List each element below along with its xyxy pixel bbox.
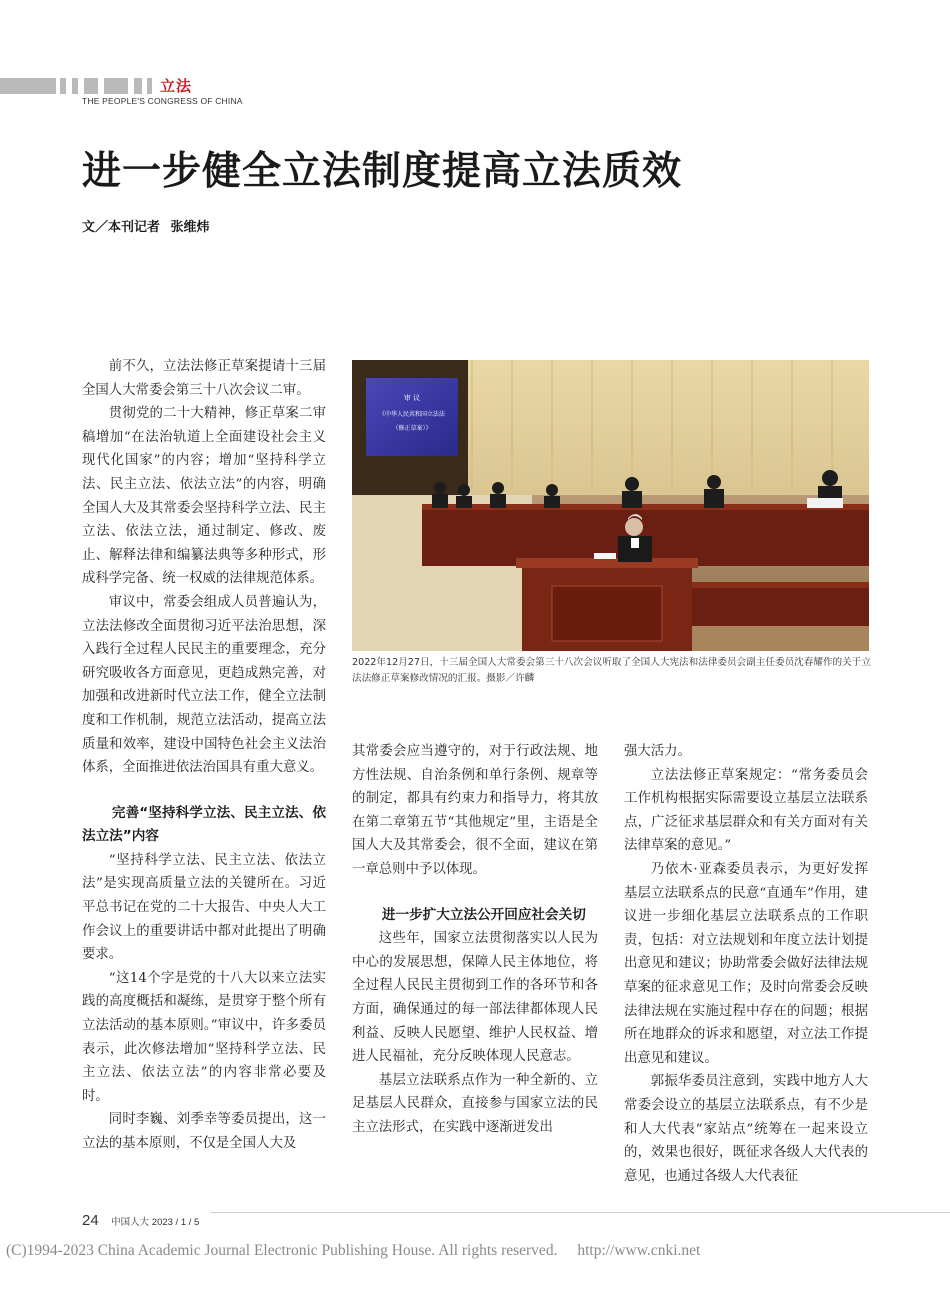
byline-prefix: 文／本刊记者 — [82, 220, 161, 235]
paragraph: 郭振华委员注意到，实践中地方人大常委会设立的基层立法联系点，有不少是和人大代表“家站点”统筹在一起来设立的，效果也很好，既征求各级人大代表的意见，也通过各级人大代表征 — [624, 1074, 868, 1184]
article-headline: 进一步健全立法制度提高立法质效 — [82, 149, 683, 194]
article-column-3 — [624, 740, 868, 1188]
header-bar-segment — [72, 78, 78, 94]
header-bar-segment — [134, 78, 142, 94]
magazine-english-name: THE PEOPLE'S CONGRESS OF CHINA — [82, 96, 243, 106]
article-column-1 — [82, 355, 326, 1156]
page-number: 24 — [82, 1212, 99, 1229]
paragraph: “坚持科学立法、民主立法、依法立法”是实现高质量立法的关键所在。习近平总书记在党的二十大报告、中央人大工作会议上的重要讲话中都对此提出了明确要求。 — [82, 852, 326, 963]
paragraph: 这些年，国家立法贯彻落实以人民为中心的发展思想，保障人民主体地位，将全过程人民民主贯彻到工作的各环节和各方面，确保通过的每一部法律都体现人民利益、反映人民愿望、维护人民权益、增进人民福祉，充分反映体现人民意志。 — [352, 931, 598, 1065]
paragraph: 同时李巍、刘季幸等委员提出，这一立法的基本原则，不仅是全国人大及 — [82, 1112, 326, 1151]
header-bar-segment — [84, 78, 98, 94]
cnki-link[interactable]: http://www.cnki.net — [577, 1242, 701, 1259]
article-column-2 — [352, 740, 598, 1140]
copyright-notice — [6, 1242, 700, 1260]
screen-text-2: 《中华人民共和国立法法 — [378, 411, 446, 418]
screen-text-1: 审 议 — [403, 394, 421, 402]
paragraph: 前不久，立法法修正草案提请十三届全国人大常委会第三十八次会议二审。 — [82, 359, 326, 398]
section-title: 立法 — [160, 77, 193, 95]
byline-author: 张维炜 — [170, 220, 210, 235]
footer-rule — [210, 1212, 950, 1213]
section-subheading: 进一步扩大立法公开回应社会关切 — [381, 906, 586, 923]
paragraph: 立法法修正草案规定：“常务委员会工作机构根据实际需要设立基层立法联系点，广泛征求基层群众和有关方面对有关法律草案的意见。” — [624, 767, 868, 854]
header-bar-segment — [147, 78, 152, 94]
copyright-text: (C)1994-2023 China Academic Journal Electronic Publishing House. All rights reserved. — [6, 1242, 558, 1259]
meeting-photo — [352, 360, 869, 651]
paragraph: 强大活力。 — [624, 744, 691, 759]
paragraph: “这14个字是党的十八大以来立法实践的高度概括和凝练，是贯穿于整个所有立法活动的基本原则。”审议中，许多委员表示，此次修法增加“坚持科学立法、民主立法、依法立法”的内容非常必要及时。 — [82, 970, 326, 1104]
screen-text-3: （修正草案）》 — [392, 425, 432, 432]
photo-caption: 2022年12月27日，十三届全国人大常委会第三十八次会议听取了全国人大宪法和法律委员会副主任委员沈春耀作的关于立法法修正草案修改情况的汇报。摄影／许麟 — [352, 657, 871, 684]
header-bar-segment — [60, 78, 66, 94]
paragraph: 其常委会应当遵守的，对于行政法规、地方性法规、自治条例和单行条例、规章等的制定，都具有约束力和指导力，将其放在第二章第五节“其他规定”里，主语是全国人大及其常委会，很不全面，建议在第一章总则中予以体现。 — [352, 744, 598, 877]
header-bar-segment — [104, 78, 128, 94]
page-footer — [82, 1212, 199, 1230]
byline — [82, 216, 216, 235]
paragraph: 贯彻党的二十大精神，修正草案二审稿增加“在法治轨道上全面建设社会主义现代化国家”的内容；增加“坚持科学立法、民主立法、依法立法”的内容，明确全国人大及其常委会坚持科学立法、民主立法、依法立法，通过制定、修改、废止、解释法律和编纂法典等多种形式，形成科学完备、统一权威的法律规范体系。 — [82, 406, 326, 587]
footer-magazine-issue: 中国人大 2023 / 1 / 5 — [111, 1217, 200, 1228]
paragraph: 乃依木·亚森委员表示，为更好发挥基层立法联系点的民意“直通车”作用，建议进一步细化基层立法联系点的工作职责，包括：对立法规划和年度立法计划提出意见和建议；协助常委会做好法律法规草案的征求意见工作；及时向常委会反映法律法规在实施过程中存在的问题；根据所在地群众的诉求和愿望，对立法工作提出意见和建议。 — [624, 861, 868, 1066]
header-bar — [0, 78, 56, 94]
section-subheading: 完善“坚持科学立法、民主立法、依法立法”内容 — [82, 804, 326, 845]
paragraph: 基层立法联系点作为一种全新的、立足基层人民群众，直接参与国家立法的民主立法形式，在实践中逐渐迸发出 — [352, 1072, 598, 1135]
paragraph: 审议中，常委会组成人员普遍认为，立法法修改全面贯彻习近平法治思想，深入践行全过程人民民主的重要理念，充分研究吸收各方面意见，更趋成熟完善，对加强和改进新时代立法工作，健全立法制度和工作机制，规范立法活动，提高立法质量和效率，建设中国特色社会主义法治体系，全面推进依法治国具有重大意义。 — [82, 594, 326, 776]
